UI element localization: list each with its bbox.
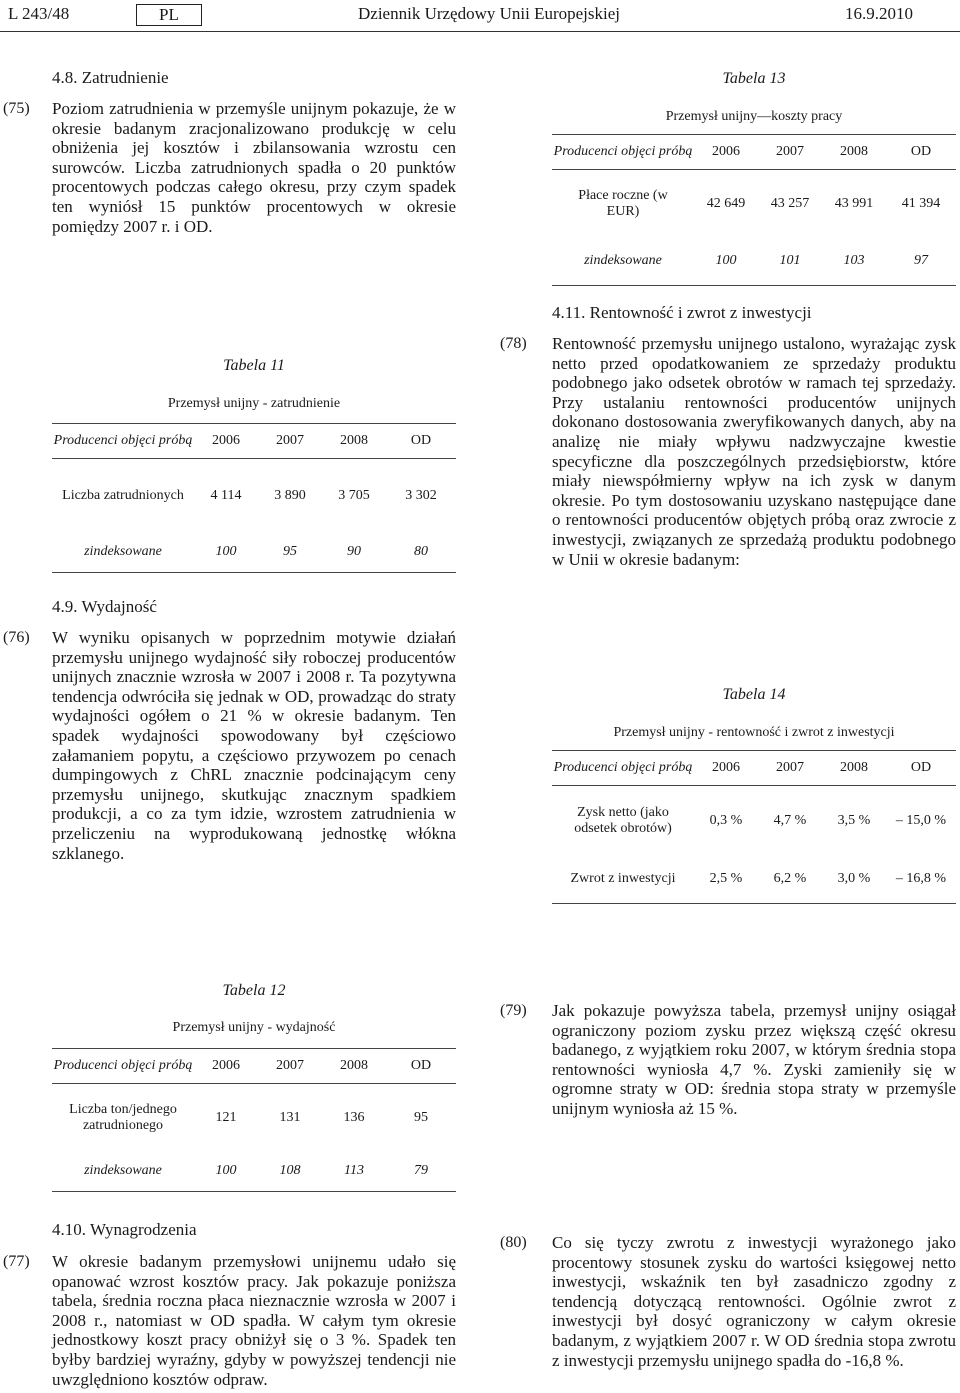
table-cell: 41 394 (901, 195, 941, 211)
table-header-cell: Producenci objęci próbą (552, 135, 694, 170)
table-cell: 103 (822, 238, 886, 286)
table-13 (552, 134, 956, 286)
table-cell: 3 705 (338, 487, 370, 503)
table-cell: 42 649 (706, 195, 746, 211)
page-reference: L 243/48 (8, 4, 70, 23)
table-cell: 100 (694, 238, 758, 286)
table-12-subtitle: Przemysł unijny - wydajność (172, 1020, 336, 1035)
table-cell: 100 (194, 1152, 258, 1192)
publication-date: 16.9.2010 (845, 4, 913, 23)
table-cell: 121 (215, 1109, 237, 1125)
table-row-label: Płace roczne (w EUR) (578, 187, 668, 219)
table-header-cell: 2007 (758, 751, 822, 786)
table-cell: 95 (414, 1109, 428, 1125)
table-cell: – 16,8 % (886, 856, 956, 904)
paragraph-number-78: (78) (500, 335, 527, 352)
table-row-label: Liczba ton/jednego zatrudnionego (69, 1101, 177, 1133)
table-header-cell: 2008 (822, 135, 886, 170)
table-cell: 4,7 % (773, 812, 807, 828)
table-header-cell: Producenci objęci próbą (52, 1049, 194, 1084)
table-header-cell: 2007 (258, 424, 322, 459)
table-cell: 3,0 % (822, 856, 886, 904)
table-cell: 4 114 (210, 487, 242, 503)
table-row-label: Zysk netto (jako odsetek obrotów) (574, 804, 672, 836)
table-12-caption: Tabela 12 (222, 982, 286, 999)
table-cell: 108 (258, 1152, 322, 1192)
table-row-label: Liczba zatrudnionych (62, 487, 184, 503)
paragraph-80: Co się tyczy zwrotu z inwestycji wyrażonego jako procentowy stosunek zysku do wartości księgowej netto inwestycji, wskaźnik ten był zasadniczo zgodny z tendencją dotyczącą rentowności. Ogólnie zwrot z inwestycji był dosyć ograniczony w całym okresie badanym, z wyjątkiem 2007 r. W OD średnia stopa zwrotu z inwestycji przemysłu unijnego spadła do -16,8 %. (552, 1233, 956, 1370)
section-title-4-10: 4.10. Wynagrodzenia (52, 1220, 197, 1239)
table-cell: 95 (258, 533, 322, 573)
table-cell: 136 (343, 1109, 365, 1125)
paragraph-number-79: (79) (500, 1002, 527, 1019)
table-cell: 97 (886, 238, 956, 286)
table-row-label: zindeksowane (52, 533, 194, 573)
table-14-caption: Tabela 14 (722, 686, 786, 703)
paragraph-79: Jak pokazuje powyższa tabela, przemysł unijny osiągał ograniczony poziom zysku przez większą część okresu badanego, z wyjątkiem roku 2007, w którym średnia stopa rentowności wyniosła 4,7 %. Zyski zamieniły się w ogromne straty w OD: średnia stopa straty w przemyśle unijnym wyniosła aż 15 %. (552, 1001, 956, 1118)
table-header-cell: 2008 (322, 424, 386, 459)
paragraph-number-76: (76) (3, 629, 30, 646)
table-header-cell: 2007 (758, 135, 822, 170)
section-title-4-8: 4.8. Zatrudnienie (52, 68, 169, 87)
table-header-cell: 2006 (194, 1049, 258, 1084)
table-13-caption: Tabela 13 (722, 70, 786, 87)
table-header-cell: 2006 (694, 135, 758, 170)
table-header-cell: Producenci objęci próbą (52, 424, 194, 459)
table-cell: 113 (322, 1152, 386, 1192)
table-header-cell: 2006 (194, 424, 258, 459)
table-cell: 0,3 % (709, 812, 743, 828)
table-12 (52, 1048, 456, 1192)
table-cell: – 15,0 % (895, 812, 947, 828)
table-11-caption: Tabela 11 (223, 357, 285, 374)
journal-title: Dziennik Urzędowy Unii Europejskiej (358, 4, 621, 23)
table-header-cell: OD (386, 424, 456, 459)
paragraph-75: Poziom zatrudnienia w przemyśle unijnym pokazuje, że w okresie badanym zracjonalizowano produkcję w celu obniżenia jej kosztów i zbilansowania wzrostu cen surowców. Liczba zatrudnionych spadła o 20 punktów procentowych podczas całego okresu, przy czym spadek ten wyniósł 15 punktów procentowych w okresie pomiędzy 2007 r. i OD. (52, 99, 456, 236)
table-cell: 43 257 (770, 195, 810, 211)
paragraph-78: Rentowność przemysłu unijnego ustalono, wyrażając zysk netto przed opodatkowaniem ze sprzedaży produktu podobnego jako odsetek obrotów w ramach tej sprzedaży. Przy ustalaniu rentowności producentów unijnych dokonano dostosowania zweryfikowanych danych, aby na analizę nie miały wpływu nadzwyczajne kwestie specyficzne dla poszczególnych przedsiębiorstw, które miały niewspółmierny wpływ na ich zysk w danym okresie. Po tym dostosowaniu uzyskano następujące dane o rentowności producentów objętych próbą oraz zwrocie z inwestycji, związanych ze sprzedażą produktu podobnego w Unii w okresie badanym: (552, 334, 956, 569)
table-header-cell: Producenci objęci próbą (552, 751, 694, 786)
table-row-label: Zwrot z inwestycji (552, 856, 694, 904)
language-badge: PL (136, 4, 202, 26)
header-divider (0, 31, 960, 32)
table-14 (552, 750, 956, 904)
table-14-subtitle: Przemysł unijny - rentowność i zwrot z inwestycji (613, 725, 895, 740)
paragraph-number-80: (80) (500, 1234, 527, 1251)
table-header-cell: OD (886, 135, 956, 170)
table-13-subtitle: Przemysł unijny—koszty pracy (665, 109, 843, 124)
table-cell: 3 890 (274, 487, 306, 503)
table-header-cell: 2006 (694, 751, 758, 786)
table-row-label: zindeksowane (52, 1152, 194, 1192)
table-cell: 3 302 (405, 487, 437, 503)
section-title-4-9: 4.9. Wydajność (52, 597, 157, 616)
table-cell: 43 991 (834, 195, 874, 211)
section-title-4-11: 4.11. Rentowność i zwrot z inwestycji (552, 303, 812, 322)
paragraph-76: W wyniku opisanych w poprzednim motywie działań przemysłu unijnego wydajność siły roboczej producentów unijnych znacznie wzrosła w 2007 i 2008 r. Ta pozytywna tendencja odwróciła się jednak w OD, prowadząc do straty wydajności ogółem o 21 % w okresie badanym. Ten spadek wydajności spowodowany był częściowo załamaniem popytu, a częściowo przywozem po cenach dumpingowych z ChRL znacznie podcinającym ceny przemysłu unijnego, skutkując znacznym spadkiem produkcji, a co za tym idzie, wzrostem zatrudnienia w przeliczeniu na wyprodukowaną jednostkę włókna szklanego. (52, 628, 456, 863)
table-header-cell: OD (886, 751, 956, 786)
table-cell: 3,5 % (837, 812, 871, 828)
table-11-subtitle: Przemysł unijny - zatrudnienie (167, 396, 341, 411)
table-header-cell: 2008 (322, 1049, 386, 1084)
table-cell: 101 (758, 238, 822, 286)
table-11 (52, 423, 456, 573)
table-header-cell: 2008 (822, 751, 886, 786)
paragraph-number-77: (77) (3, 1253, 30, 1270)
table-cell: 2,5 % (694, 856, 758, 904)
table-header-cell: OD (386, 1049, 456, 1084)
table-cell: 6,2 % (758, 856, 822, 904)
paragraph-number-75: (75) (3, 100, 30, 117)
paragraph-77: W okresie badanym przemysłowi unijnemu udało się opanować wzrost kosztów pracy. Jak pokazuje poniższa tabela, średnia roczna płaca nieznacznie wzrosła w 2007 i 2008 r., natomiast w OD spadła. W całym tym okresie jednostkowy koszt pracy obniżył się o 3 %. Spadek ten byłby bardziej wyraźny, gdyby w powyższej tendencji nie uwzględniono kosztów odpraw. (52, 1252, 456, 1389)
table-cell: 131 (279, 1109, 301, 1125)
table-header-cell: 2007 (258, 1049, 322, 1084)
table-cell: 90 (322, 533, 386, 573)
table-cell: 79 (386, 1152, 456, 1192)
table-cell: 100 (194, 533, 258, 573)
table-cell: 80 (386, 533, 456, 573)
table-row-label: zindeksowane (552, 238, 694, 286)
